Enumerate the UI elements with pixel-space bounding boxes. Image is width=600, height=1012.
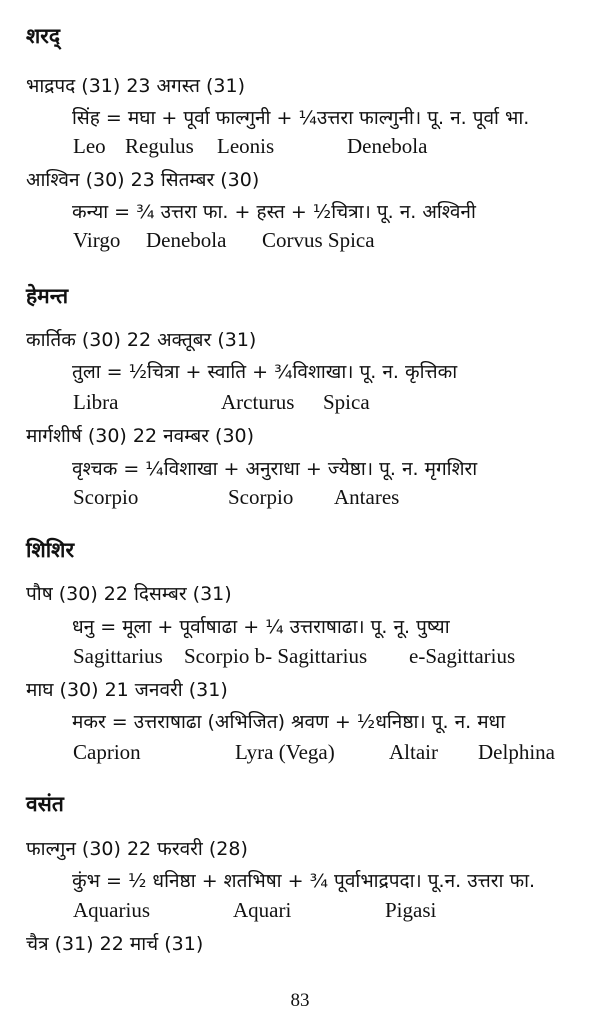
month-line: पौष (30) 22 दिसम्बर (31) (26, 583, 232, 605)
month-line: कार्तिक (30) 22 अक्तूबर (31) (26, 329, 257, 351)
month-line: मार्गशीर्ष (30) 22 नवम्बर (30) (26, 425, 255, 447)
star-names-row (0, 898, 600, 926)
season-heading: हेमन्त (26, 284, 69, 308)
month-line: भाद्रपद (31) 23 अगस्त (31) (26, 75, 246, 97)
season-heading: वसंत (26, 792, 64, 816)
zodiac-formula: वृश्चक = ¼विशाखा + अनुराधा + ज्येष्ठा। पू. न. मृगशिरा (72, 458, 478, 480)
zodiac-formula: मकर = उत्तराषाढा (अभिजित) श्रवण + ½धनिष्ठा। पू. न. मधा (72, 711, 506, 733)
star-name: Denebola (347, 134, 428, 158)
zodiac-formula: सिंह = मघा + पूर्वा फाल्गुनी + ¼उत्तरा फाल्गुनी। पू. न. पूर्वा भा. (72, 107, 530, 129)
month-line: चैत्र (31) 22 मार्च (31) (26, 933, 204, 955)
star-name: Regulus (125, 134, 194, 158)
zodiac-formula: धनु = मूला + पूर्वाषाढा + ¼ उत्तराषाढा। पू. नू. पुष्या (72, 616, 450, 638)
star-name: Arcturus (221, 390, 295, 414)
star-name: Scorpio (73, 485, 139, 509)
month-line: आश्विन (30) 23 सितम्बर (30) (26, 169, 260, 191)
month-line: फाल्गुन (30) 22 फरवरी (28) (26, 838, 248, 860)
star-names-row (0, 644, 600, 672)
zodiac-formula: कुंभ = ½ धनिष्ठा + शतभिषा + ¾ पूर्वाभाद्रपदा। पू.न. उत्तरा फा. (72, 870, 536, 892)
star-name: Libra (73, 390, 119, 414)
star-names-row (0, 228, 600, 256)
star-name: Sagittarius (73, 644, 163, 668)
star-names-row (0, 740, 600, 768)
star-name: Altair (389, 740, 438, 764)
star-name: Delphina (478, 740, 555, 764)
zodiac-formula: तुला = ½चित्रा + स्वाति + ¾विशाखा। पू. न. कृत्तिका (72, 361, 458, 383)
star-name: Pigasi (385, 898, 437, 922)
star-name: Lyra (Vega) (235, 740, 335, 764)
star-name: Scorpio b- Sagittarius (184, 644, 368, 668)
star-name: Leonis (217, 134, 275, 158)
star-name: Denebola (146, 228, 227, 252)
page-number: 83 (290, 990, 310, 1011)
star-name: e-Sagittarius (409, 644, 516, 668)
star-names-row (0, 485, 600, 513)
star-name: Antares (334, 485, 400, 509)
star-name: Leo (73, 134, 106, 158)
zodiac-formula: कन्या = ¾ उत्तरा फा. + हस्त + ½चित्रा। पू. न. अश्विनी (72, 201, 476, 223)
star-name: Scorpio (228, 485, 294, 509)
star-name: Corvus Spica (262, 228, 375, 252)
star-name: Caprion (73, 740, 141, 764)
star-name: Spica (323, 390, 370, 414)
season-heading: शरद् (26, 24, 61, 48)
star-names-row (0, 134, 600, 162)
month-line: माघ (30) 21 जनवरी (31) (26, 679, 228, 701)
star-names-row (0, 390, 600, 418)
star-name: Aquari (233, 898, 292, 922)
season-heading: शिशिर (26, 538, 75, 562)
star-name: Aquarius (73, 898, 150, 922)
star-name: Virgo (73, 228, 121, 252)
